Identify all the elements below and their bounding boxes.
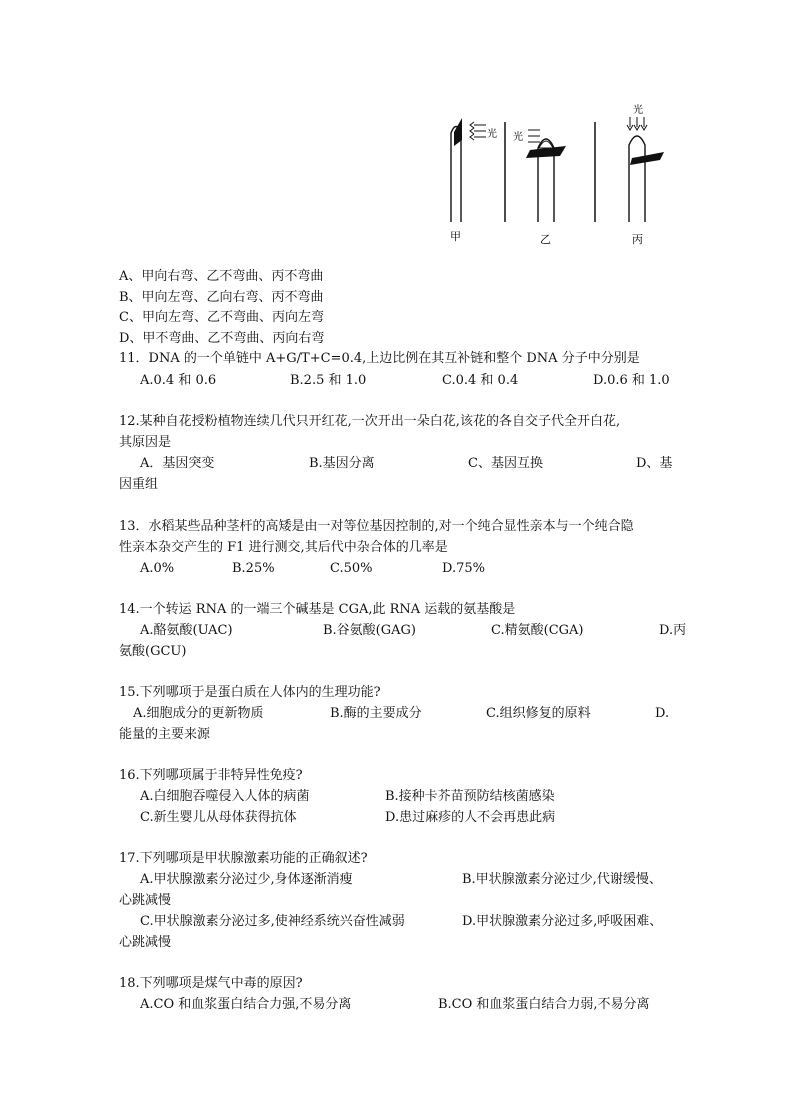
q13-option-a: A.0% bbox=[140, 561, 175, 576]
q14-option-d: D.丙 bbox=[659, 623, 687, 638]
phototropism-figure bbox=[0, 0, 790, 260]
light-label: 光 bbox=[513, 132, 523, 143]
q11-option-d: D.0.6 和 1.0 bbox=[593, 373, 670, 388]
q15-option-d: D. bbox=[655, 706, 670, 721]
q10-option-b: B、甲向左弯、乙向右弯、丙不弯曲 bbox=[119, 290, 324, 305]
seedling-yi bbox=[526, 130, 566, 222]
q18-stem: 18.下列哪项是煤气中毒的原因? bbox=[119, 976, 303, 991]
light-label: 光 bbox=[633, 105, 643, 116]
q17-option-d: D.甲状腺激素分泌过多,呼吸困难、 bbox=[462, 914, 663, 929]
q13-option-c: C.50% bbox=[330, 561, 373, 576]
figure-label-yi: 乙 bbox=[540, 233, 551, 246]
q10-option-d: D、甲不弯曲、乙不弯曲、丙向右弯 bbox=[119, 331, 325, 346]
q16-option-c: C.新生婴儿从母体获得抗体 bbox=[140, 810, 297, 825]
q12-stem-line2: 其原因是 bbox=[119, 435, 172, 450]
q12-stem-line1: 12.某种自花授粉植物连续几代只开红花,一次开出一朵白花,该花的各自交子代全开白花, bbox=[119, 414, 621, 429]
q18-option-a: A.CO 和血浆蛋白结合力强,不易分离 bbox=[140, 997, 352, 1012]
q18-option-b: B.CO 和血浆蛋白结合力弱,不易分离 bbox=[438, 997, 650, 1012]
q13-option-d: D.75% bbox=[442, 561, 485, 576]
figure-label-jia: 甲 bbox=[450, 230, 461, 243]
q16-option-d: D.患过麻疹的人不会再患此病 bbox=[385, 810, 556, 825]
q11-option-b: B.2.5 和 1.0 bbox=[290, 373, 367, 388]
q16-stem: 16.下列哪项属于非特异性免疫? bbox=[119, 768, 303, 783]
q12-option-b: B.基因分离 bbox=[309, 456, 375, 471]
light-label: 光 bbox=[487, 129, 497, 140]
q17-option-c: C.甲状腺激素分泌过多,使神经系统兴奋性减弱 bbox=[140, 914, 405, 929]
q15-option-b: B.酶的主要成分 bbox=[330, 706, 422, 721]
q17-option-a: A.甲状腺激素分泌过少,身体逐渐消瘦 bbox=[140, 872, 353, 887]
q12-option-a: A．基因突变 bbox=[140, 456, 215, 471]
q15-option-c: C.组织修复的原料 bbox=[486, 706, 591, 721]
q13-stem-line2: 性亲本杂交产生的 F1 进行测交,其后代中杂合体的几率是 bbox=[119, 540, 448, 555]
q12-option-d-cont: 因重组 bbox=[119, 477, 159, 492]
q15-option-d-cont: 能量的主要来源 bbox=[119, 727, 211, 742]
q15-option-a: A.细胞成分的更新物质 bbox=[133, 706, 264, 721]
q14-option-b: B.谷氨酸(GAG) bbox=[323, 623, 416, 638]
q12-option-d: D、基 bbox=[636, 456, 673, 471]
q11-stem: 11．DNA 的一个单链中 A+G/T+C=0.4,上边比例在其互补链和整个 DNA 分子中分别是 bbox=[119, 351, 640, 366]
q16-option-b: B.接种卡芥苗预防结核菌感染 bbox=[385, 789, 555, 804]
q14-stem: 14.一个转运 RNA 的一端三个碱基是 CGA,此 RNA 运载的氨基酸是 bbox=[119, 602, 516, 617]
q13-option-b: B.25% bbox=[232, 561, 275, 576]
figure-label-bing: 丙 bbox=[632, 233, 643, 246]
q16-option-a: A.白细胞吞噬侵入人体的病菌 bbox=[140, 789, 310, 804]
q11-option-a: A.0.4 和 0.6 bbox=[140, 373, 217, 388]
seedling-bing bbox=[627, 117, 664, 222]
q17-option-b: B.甲状腺激素分泌过少,代谢缓慢、 bbox=[462, 872, 662, 887]
q14-option-c: C.精氨酸(CGA) bbox=[491, 623, 584, 638]
q14-option-d-cont: 氨酸(GCU) bbox=[119, 644, 187, 659]
q11-option-c: C.0.4 和 0.4 bbox=[442, 373, 519, 388]
q10-option-a: A、甲向右弯、乙不弯曲、丙不弯曲 bbox=[119, 269, 324, 284]
q10-option-c: C、甲向左弯、乙不弯曲、丙向左弯 bbox=[119, 310, 324, 325]
q15-stem: 15.下列哪项于是蛋白质在人体内的生理功能? bbox=[119, 685, 381, 700]
q14-option-a: A.酪氨酸(UAC) bbox=[140, 623, 233, 638]
q13-stem-line1: 13．水稻某些品种茎杆的高矮是由一对等位基因控制的,对一个纯合显性亲本与一个纯合隐 bbox=[119, 519, 634, 534]
seedling-jia bbox=[451, 118, 486, 222]
q17-option-d-cont: 心跳减慢 bbox=[119, 935, 172, 950]
q17-option-b-cont: 心跳减慢 bbox=[119, 893, 172, 908]
q17-stem: 17.下列哪项是甲状腺激素功能的正确叙述? bbox=[119, 851, 368, 866]
q12-option-c: C、基因互换 bbox=[468, 456, 543, 471]
